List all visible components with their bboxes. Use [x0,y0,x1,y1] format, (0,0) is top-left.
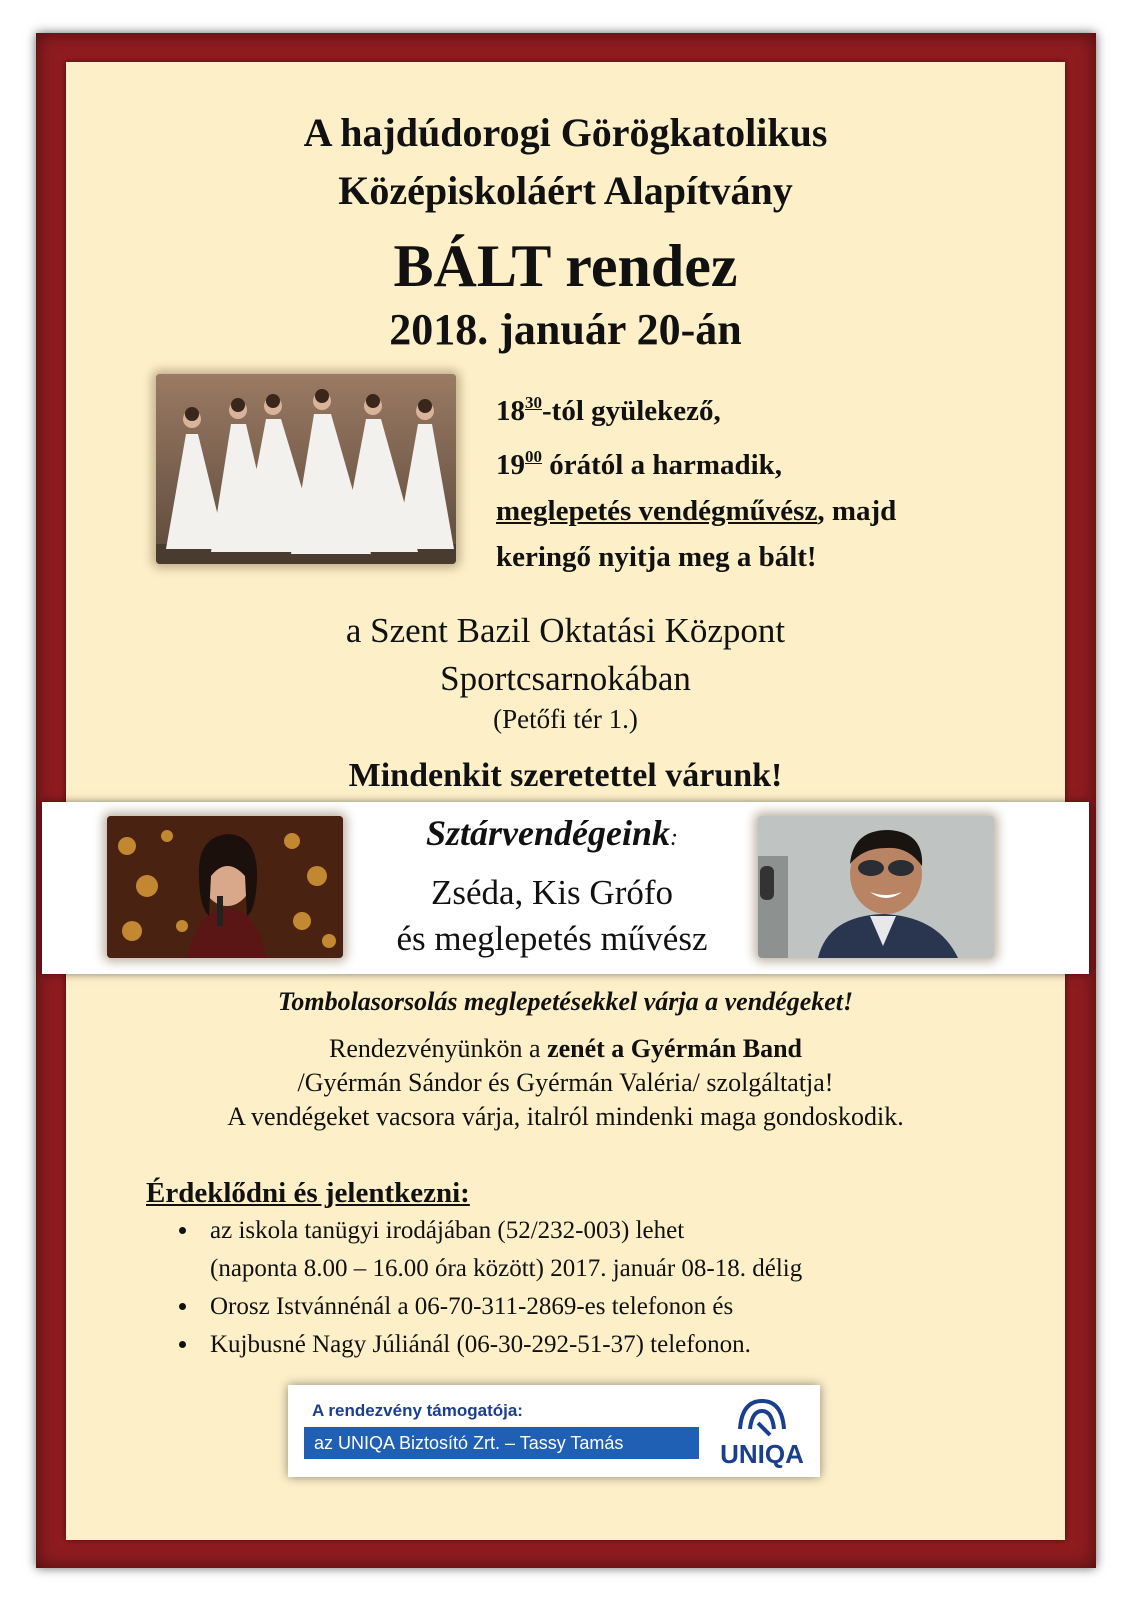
venue-address: (Petőfi tér 1.) [493,704,638,734]
contact-title: Érdeklődni és jelentkezni: [146,1177,470,1209]
contact-item-phone-2: • Kujbusné Nagy Júliánál (06-30-292-51-37) telefonon. [200,1326,1020,1364]
star-guests-line-1: Zséda, Kis Grófo [430,873,674,912]
venue-line-1: a Szent Bazil Oktatási Központ [345,611,786,650]
uniqa-logo-text: UNIQA [720,1439,804,1469]
start-text: órától a harmadik, [542,449,783,481]
singer-male-illustration [758,816,994,958]
organizer-line-1: A hajdúdorogi Görögkatolikus [303,110,828,155]
star-guests-colon: : [670,825,678,851]
raffle-text: Tombolasorsolás meglepetésekkel várja a vendégeket! [277,987,854,1016]
sponsor-name: az UNIQA Biztosító Zrt. – Tassy Tamás [304,1427,699,1459]
surprise-line [496,488,1016,534]
gather-hour: 18 [496,395,525,427]
singer-photo-male [758,816,994,958]
venue-line-2: Sportcsarnokában [440,659,691,698]
star-guests-heading [382,812,722,854]
music-line-3: A vendégeket vacsora várja, italról mindenki maga gondoskodik. [227,1102,904,1131]
gather-time-line [496,380,1016,434]
dancers-photo [156,374,456,564]
uniqa-logo-icon [712,1393,812,1439]
music-line-2: /Gyérmán Sándor és Gyérmán Valéria/ szolgáltatja! [297,1068,834,1097]
surprise-rest-text: , majd [817,495,897,527]
event-date: 2018. január 20-án [389,305,742,354]
sponsor-label: A rendezvény támogatója: [312,1401,523,1420]
uniqa-logo [712,1393,812,1469]
band-name: zenét a Gyérmán Band [547,1034,802,1063]
dancers-illustration [156,374,456,564]
singer-female-illustration [107,816,343,958]
surprise-guest-text: meglepetés vendégművész [496,495,818,527]
event-title: BÁLT rendez [393,233,738,299]
schedule [496,380,1016,580]
start-minute: 00 [525,447,542,466]
star-guests-line-2: és meglepetés művész [396,919,708,958]
contact-list [182,1212,1020,1364]
singer-photo-female [107,816,343,958]
start-hour: 19 [496,449,525,481]
gather-minute: 30 [525,393,542,412]
start-time-line [496,434,1016,488]
sponsor-box [288,1385,820,1477]
contact-item-phone-1: • Orosz Istvánnénál a 06-70-311-2869-es telefonon és [200,1288,1020,1326]
music-line-1 [66,1032,1065,1066]
contact-office-hours: (naponta 8.00 – 16.00 óra között) 2017. január 08-18. délig [210,1255,803,1282]
star-guests-names [362,870,742,962]
contact-office-text: az iskola tanügyi irodájában (52/232-003) lehet [210,1217,685,1244]
music-prefix: Rendezvényünkön a [329,1034,548,1063]
waltz-line: keringő nyitja meg a bált! [496,541,817,573]
music-info [66,1032,1065,1134]
organizer-title [66,104,1065,220]
welcome-text: Mindenkit szeretettel várunk! [348,757,783,794]
star-guests-band [42,802,1089,974]
venue [66,607,1065,703]
gather-text: -tól gyülekező, [542,395,721,427]
contact-item-office [200,1212,1020,1288]
star-guests-title: Sztárvendégeink [425,813,670,853]
poster [66,62,1065,1540]
organizer-line-2: Középiskoláért Alapítvány [338,168,793,213]
